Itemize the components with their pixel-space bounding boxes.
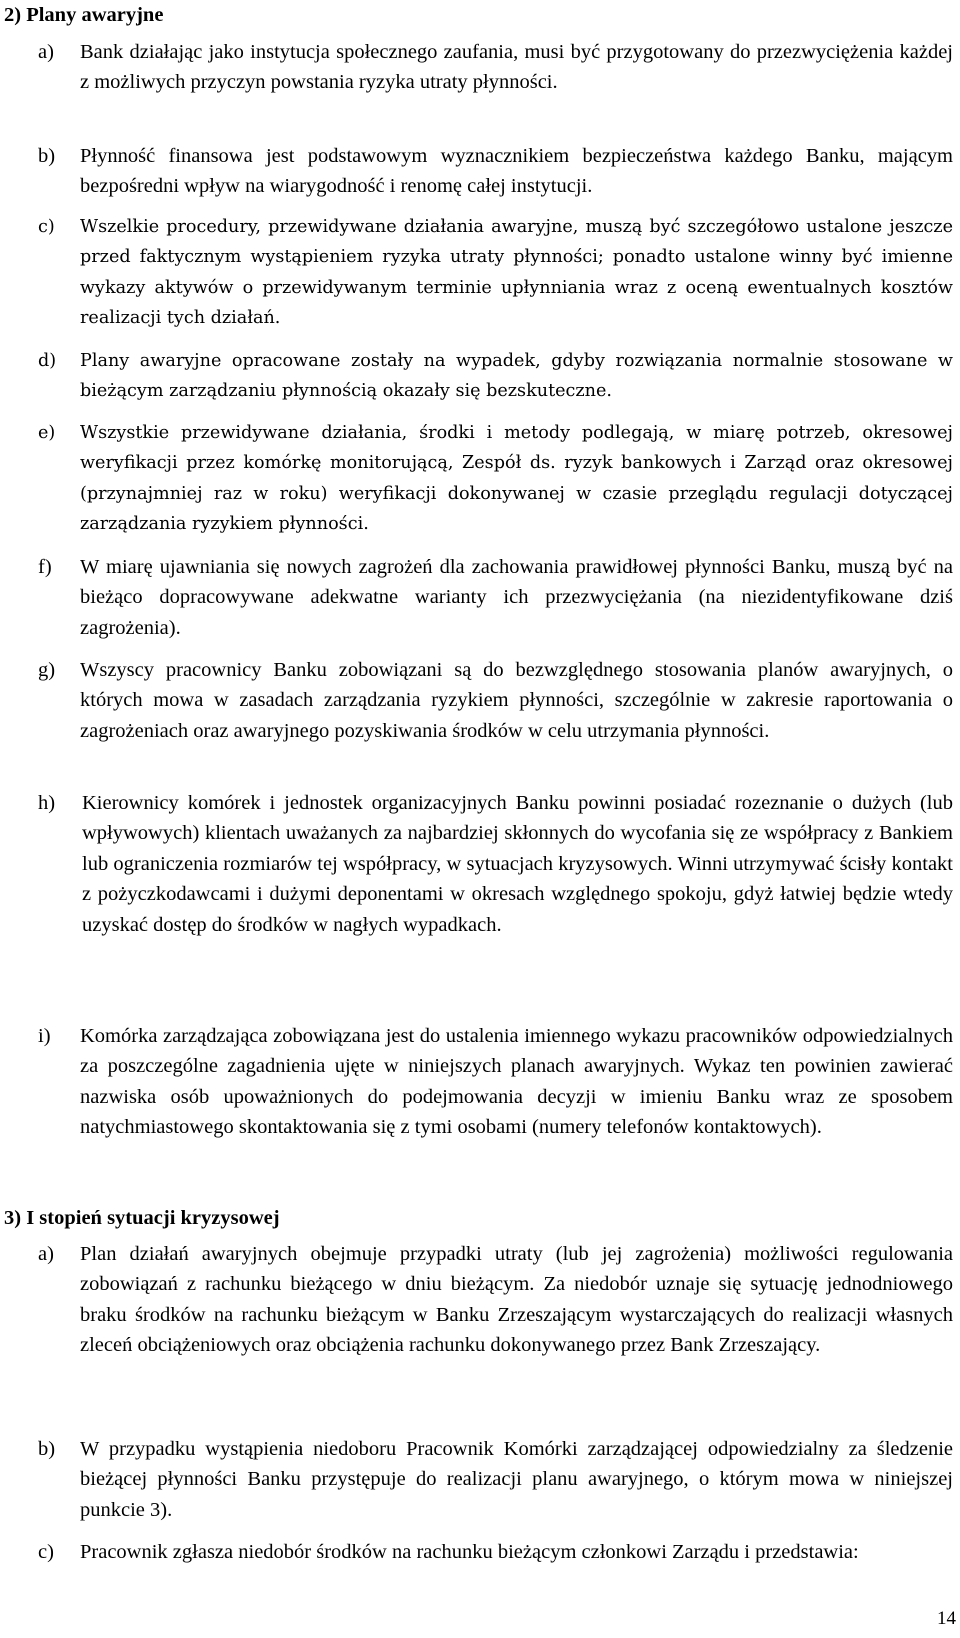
page-number: 14 <box>937 1608 956 1629</box>
list-item-letter: b) <box>38 145 56 167</box>
list-item-letter: g) <box>38 659 56 681</box>
list-item-text: Płynność finansowa jest podstawowym wyznacznikiem bezpieczeństwa każdego Banku, mającym bezpośredni wpływ na wiarygodność i renomę całej instytucji. <box>80 145 953 198</box>
list-item-letter: h) <box>38 792 56 814</box>
list-item-letter: i) <box>38 1025 51 1047</box>
list-item-text: Kierownicy komórek i jednostek organizacyjnych Banku powinni posiadać rozeznanie o dużych (lub wpływowych) klientach uważanych za najbardziej skłonnych do wycofania się ze współpracy z Bankiem lub ograniczenia rozmiarów tej współpracy, w sytuacjach kryzysowych. Winni utrzymywać ścisły kontakt z pożyczkodawcami i dużymi deponentami w okresach względnego spokoju, gdyż łatwiej będzie wtedy uzyskać dostęp do środków w nagłych wypadkach. <box>82 792 953 936</box>
list-item-letter: f) <box>38 556 52 578</box>
list-item-letter: a) <box>38 1243 54 1265</box>
list-item-text: Wszyscy pracownicy Banku zobowiązani są do bezwzględnego stosowania planów awaryjnych, o których mowa w zasadach zarządzania ryzykiem płynności, szczególnie w zakresie raportowania o zagrożeniach oraz awaryjnego pozyskiwania środków w celu utrzymania płynności. <box>80 659 953 742</box>
list-item-text: W miarę ujawniania się nowych zagrożeń dla zachowania prawidłowej płynności Banku, muszą być na bieżąco dopracowywane adekwatne warianty ich przezwyciężania (na niezidentyfikowane dziś zagrożenia). <box>80 556 953 639</box>
section-2-heading: 2) Plany awaryjne <box>4 4 164 26</box>
list-item-text: Plan działań awaryjnych obejmuje przypadki utraty (lub jej zagrożenia) możliwości regulowania zobowiązań z rachunku bieżącego w dniu bieżącym. Za niedobór uznaje się sytuację jednodniowego braku środków na rachunku bieżącym w Banku Zrzeszającym wystarczających do realizacji własnych zleceń obciążeniowych oraz obciążenia rachunku dokonywanego przez Bank Zrzeszający. <box>80 1243 953 1357</box>
list-item-text: Komórka zarządzająca zobowiązana jest do ustalenia imiennego wykazu pracowników odpowiedzialnych za poszczególne zagadnienia ujęte w niniejszych planach awaryjnych. Wykaz ten powinien zawierać nazwiska osób upoważnionych do podejmowania decyzji w imieniu Banku wraz ze sposobem natychmiastowego skontaktowania się z tymi osobami (numery telefonów kontaktowych). <box>80 1025 953 1139</box>
list-item-text: Bank działając jako instytucja społecznego zaufania, musi być przygotowany do przezwyciężenia każdej z możliwych przyczyn powstania ryzyka utraty płynności. <box>80 41 953 94</box>
list-item-text: W przypadku wystąpienia niedoboru Pracownik Komórki zarządzającej odpowiedzialny za śledzenie bieżącej płynności Banku przystępuje do realizacji planu awaryjnego, o którym mowa w niniejszej punkcie 3). <box>80 1438 953 1521</box>
list-item-letter: e) <box>38 423 56 443</box>
list-item-text: Wszelkie procedury, przewidywane działania awaryjne, muszą być szczegółowo ustalone jeszcze przed faktycznym wystąpieniem ryzyka utraty płynności; ponadto ustalone winny być imienne wykazy aktywów o przewidywanym terminie upłynniania wraz z oceną ewentualnych kosztów realizacji tych działań. <box>80 217 953 329</box>
list-item-letter: b) <box>38 1438 56 1460</box>
list-item-letter: d) <box>38 351 57 371</box>
list-item-text: Wszystkie przewidywane działania, środki i metody podlegają, w miarę potrzeb, okresowej weryfikacji przez komórkę monitorującą, Zespół ds. ryzyk bankowych i Zarząd oraz okresowej (przynajmniej raz w roku) weryfikacji dokonywanej w czasie przeglądu regulacji dotyczącej zarządzania ryzykiem płynności. <box>80 423 953 535</box>
section-3-heading: 3) I stopień sytuacji kryzysowej <box>4 1207 280 1229</box>
list-item-letter: c) <box>38 1541 54 1563</box>
list-item-text: Pracownik zgłasza niedobór środków na rachunku bieżącym członkowi Zarządu i przedstawia: <box>80 1541 859 1563</box>
list-item-text: Plany awaryjne opracowane zostały na wypadek, gdyby rozwiązania normalnie stosowane w bieżącym zarządzaniu płynnością okazały się bezskuteczne. <box>80 351 953 402</box>
list-item-letter: a) <box>38 41 54 63</box>
list-item-letter: c) <box>38 217 55 237</box>
